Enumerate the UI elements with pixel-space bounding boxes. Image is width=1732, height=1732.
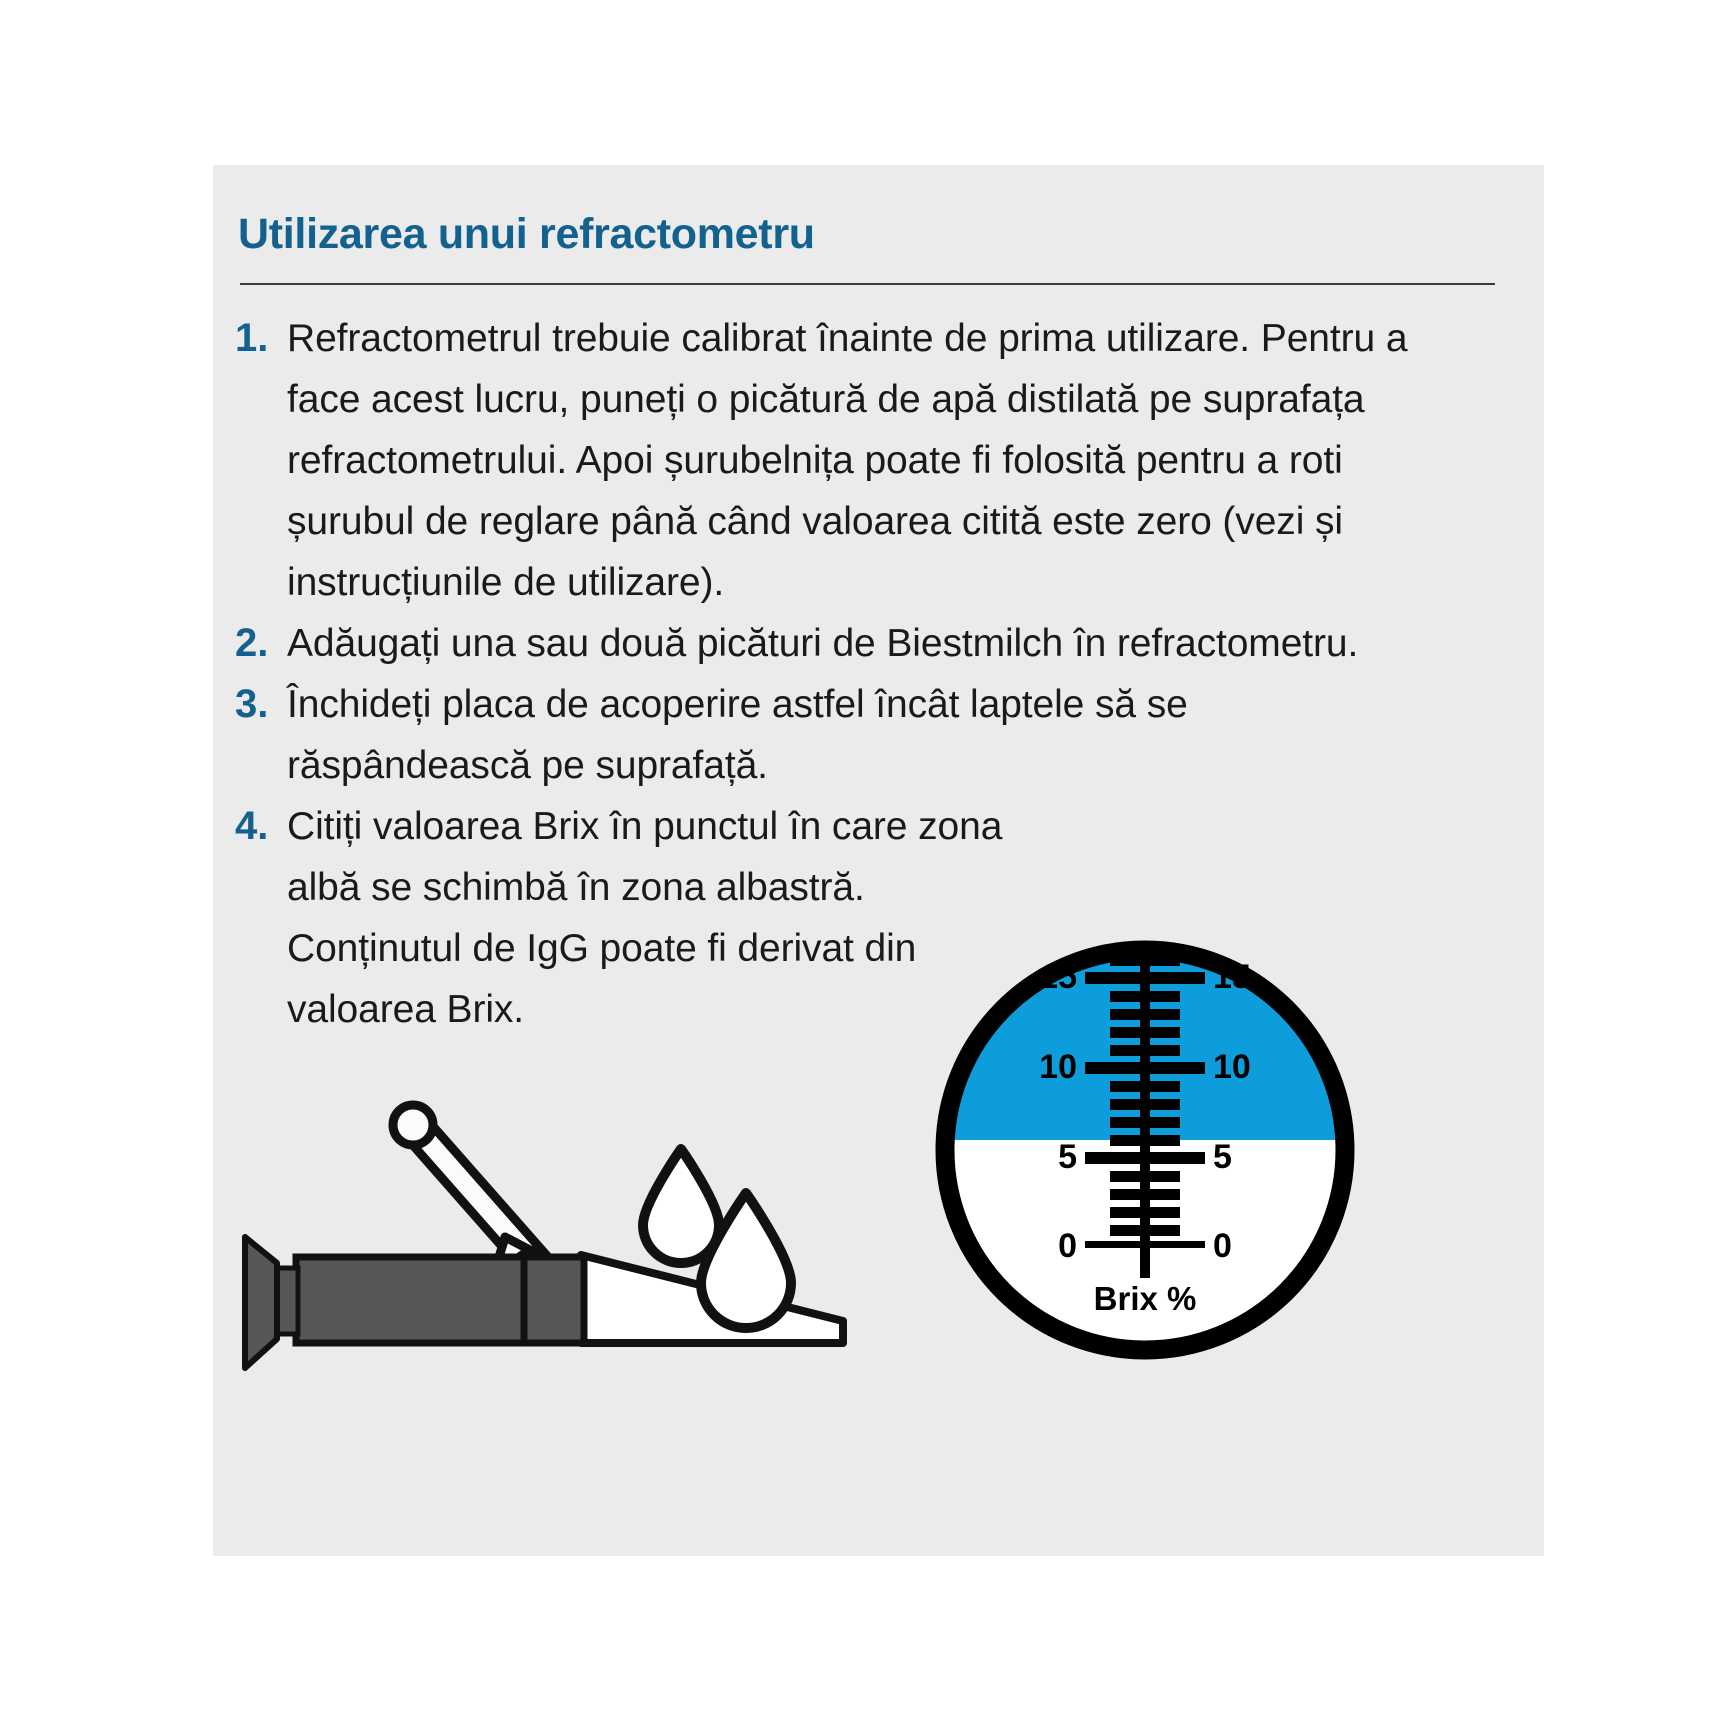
list-item-number: 4. [235, 804, 269, 848]
scale-label-left: 15 [1039, 958, 1077, 996]
barrel-collar [524, 1257, 584, 1343]
instruction-panel [213, 165, 1544, 1556]
list-item-text: Refractometrul trebuie calibrat înainte de prima utilizare. Pentru a face acest lucru, puneți o picătură de apă distilată pe suprafața refractometrului. Apoi șurubelnița poate fi folosită pentru a roti șurubul de reglare până când valoarea citită este zero (vezi și instrucțiunile de utilizare). [287, 317, 1408, 604]
scale-label-right: 5 [1213, 1138, 1232, 1176]
list-item-number: 2. [235, 621, 269, 665]
lid-arm-tip [393, 1105, 433, 1145]
title-divider [240, 283, 1495, 285]
water-drop-icon [643, 1149, 719, 1263]
scale-label-left: 0 [1058, 1227, 1077, 1265]
scale-label-right: 15 [1213, 958, 1251, 996]
list-item-text: Închideți placa de acoperire astfel încât laptele să se răspândească pe suprafață. [287, 683, 1188, 787]
scale-label-right: 10 [1213, 1048, 1251, 1086]
list-item-text: Citiți valoarea Brix în punctul în care zona albă se schimbă în zona albastră. Conținutul de IgG poate fi derivat din valoarea Brix. [287, 805, 1003, 1031]
list-item [235, 613, 1415, 674]
scope-unit-label: Brix % [1093, 1280, 1197, 1317]
list-item-number: 3. [235, 682, 269, 726]
scale-label-right: 0 [1213, 1227, 1232, 1265]
list-item-number: 1. [235, 316, 269, 360]
barrel-body [296, 1257, 526, 1343]
eyepiece-cone [245, 1237, 277, 1368]
scale-label-left: 5 [1058, 1138, 1077, 1176]
list-item-text: Adăugați una sau două picături de Biestmilch în refractometru. [287, 622, 1359, 665]
refractometer-scope-view [925, 930, 1365, 1370]
page-title: Utilizarea unui refractometru [238, 210, 815, 258]
scale-label-left: 10 [1039, 1048, 1077, 1086]
refractometer-device-illustration [233, 1085, 853, 1385]
list-item [235, 308, 1415, 613]
list-item [235, 674, 1415, 796]
